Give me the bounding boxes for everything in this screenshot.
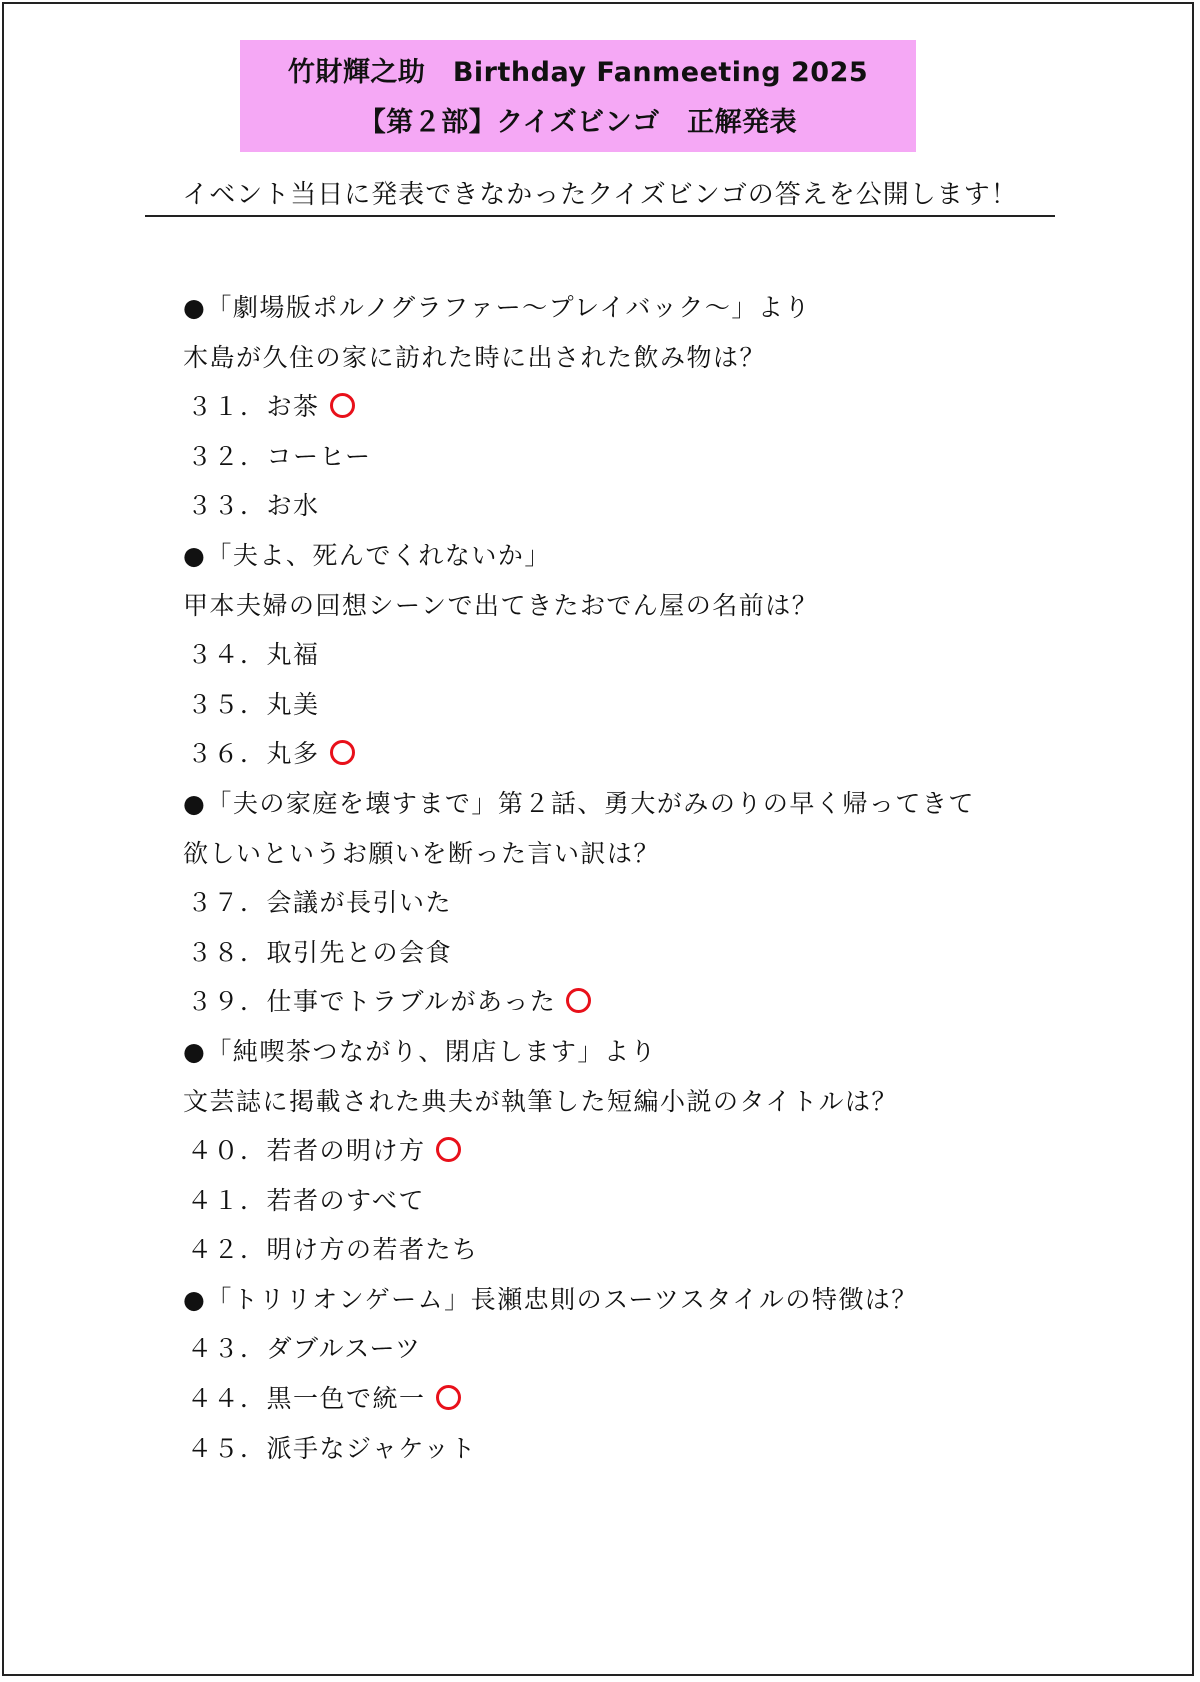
- answer-option: [183, 1424, 1143, 1474]
- answer-option: [183, 928, 1143, 978]
- quiz-block: [183, 779, 1143, 1027]
- answer-option-label: ３２．コーヒー: [187, 441, 372, 471]
- title-banner: [240, 40, 916, 152]
- answer-option: [183, 680, 1143, 730]
- answer-option-label: ３４．丸福: [187, 640, 320, 670]
- answer-option: [183, 1225, 1143, 1275]
- answer-option-label: ３６．丸多: [187, 739, 320, 769]
- event-title: 竹財輝之助 Birthday Fanmeeting 2025: [287, 57, 869, 88]
- answer-option-label: ３３．お水: [187, 491, 320, 521]
- answer-option-label: ３８．取引先との会食: [187, 937, 453, 967]
- answer-option-label: ４４．黒一色で統一: [187, 1384, 426, 1414]
- subtitle: イベント当日に発表できなかったクイズビンゴの答えを公開します！: [145, 177, 1055, 217]
- answer-option-label: ３１．お茶: [187, 392, 320, 422]
- answer-option-label: ４０．若者の明け方: [187, 1136, 426, 1166]
- quiz-heading: ●「純喫茶つながり、閉店します」より: [183, 1036, 657, 1066]
- red-circle-icon: [330, 393, 355, 418]
- answer-option-label: ３７．会議が長引いた: [187, 888, 453, 918]
- quiz-question: 文芸誌に掲載された典夫が執筆した短編小説のタイトルは？: [183, 1086, 899, 1116]
- quiz-block: [183, 1027, 1143, 1275]
- red-circle-icon: [330, 740, 355, 765]
- quiz-question: 甲本夫婦の回想シーンで出てきたおでん屋の名前は？: [183, 590, 819, 620]
- answer-option: [183, 1324, 1143, 1374]
- answer-option: [183, 481, 1143, 531]
- quiz-question: 欲しいというお願いを断った言い訳は？: [183, 838, 661, 868]
- answer-option: [183, 1176, 1143, 1226]
- red-circle-icon: [436, 1385, 461, 1410]
- quiz-answer-list: [183, 283, 1143, 1473]
- answer-option: [183, 878, 1143, 928]
- quiz-block: [183, 1275, 1143, 1473]
- quiz-heading: ●「夫の家庭を壊すまで」第２話、勇大がみのりの早く帰ってきて: [183, 788, 975, 818]
- answer-option-label: ４５．派手なジャケット: [187, 1433, 477, 1463]
- quiz-block: [183, 283, 1143, 531]
- answer-option: [183, 729, 1143, 779]
- answer-option-label: ３５．丸美: [187, 689, 320, 719]
- answer-option-label: ４２．明け方の若者たち: [187, 1235, 479, 1265]
- page-title: 【第２部】クイズビンゴ 正解発表: [358, 107, 798, 138]
- answer-option: [183, 1126, 1143, 1176]
- answer-option: [183, 1374, 1143, 1424]
- answer-option: [183, 382, 1143, 432]
- red-circle-icon: [436, 1137, 461, 1162]
- red-circle-icon: [566, 988, 591, 1013]
- answer-option: [183, 432, 1143, 482]
- quiz-heading: ●「劇場版ポルノグラファー～プレイバック～」より: [183, 293, 811, 322]
- answer-option: [183, 630, 1143, 680]
- quiz-question: 木島が久住の家に訪れた時に出された飲み物は？: [183, 342, 767, 372]
- quiz-heading: ●「夫よ、死んでくれないか」: [183, 540, 551, 570]
- answer-option-label: ３９．仕事でトラブルがあった: [187, 987, 557, 1017]
- answer-option-label: ４３．ダブルスーツ: [187, 1334, 422, 1364]
- quiz-heading: ●「トリリオンゲーム」長瀬忠則のスーツスタイルの特徴は？: [183, 1284, 918, 1314]
- answer-option-label: ４１．若者のすべて: [187, 1185, 426, 1215]
- answer-option: [183, 977, 1143, 1027]
- quiz-block: [183, 531, 1143, 779]
